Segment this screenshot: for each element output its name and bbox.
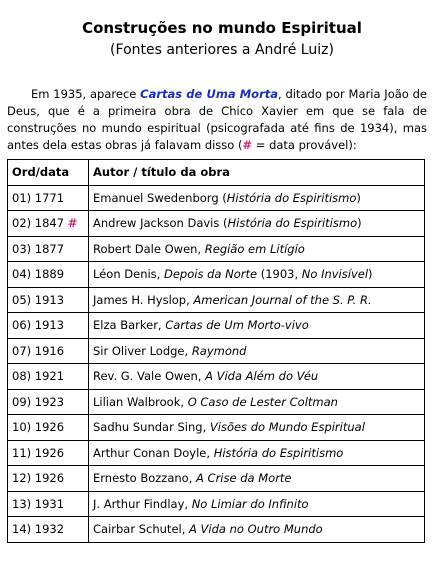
cell-author-work <box>89 491 425 517</box>
work-title: História do Espiritismo <box>213 445 344 460</box>
cell-ord-data <box>8 364 89 390</box>
works-table <box>7 159 425 543</box>
page-title: Construções no mundo Espiritual <box>82 19 362 37</box>
intro-text-2: , ditado por Maria João de Deus, que é a primeira obra de Chico Xavier em que se fala de construções no mundo espiritual (psicografada até fins de 1934), mas antes dela estas obras já falavam disso ( <box>7 87 427 152</box>
cell-author-work <box>89 338 425 364</box>
page-subtitle: (Fontes anteriores a André Luiz) <box>110 42 334 58</box>
work-title: O Caso de Lester Coltman <box>187 394 338 409</box>
work-title: A Vida no Outro Mundo <box>189 522 323 537</box>
work-title: Depois da Norte <box>163 267 258 282</box>
cell-author-work <box>89 287 425 313</box>
cell-author-work <box>89 262 425 288</box>
cell-author-work <box>89 517 425 543</box>
cell-author-work <box>89 415 425 441</box>
ord-text: 08) 1921 <box>12 369 65 384</box>
table-row <box>8 211 425 237</box>
author-text: Ernesto Bozzano, <box>93 471 197 486</box>
author-text: Arthur Conan Doyle, <box>93 445 214 460</box>
cell-ord-data <box>8 517 89 543</box>
cell-ord-data <box>8 491 89 517</box>
header-author-title: Autor / título da obra <box>89 160 425 186</box>
ord-text: 06) 1913 <box>12 318 65 333</box>
cell-ord-data <box>8 440 89 466</box>
author-text: Léon Denis, <box>93 267 164 282</box>
cell-ord-data <box>8 262 89 288</box>
author-text: Elza Barker, <box>93 318 166 333</box>
work-title: No Limiar do Infinito <box>191 496 309 511</box>
ord-text: 07) 1916 <box>12 343 65 358</box>
intro-text-1: Em 1935, aparece <box>31 87 141 101</box>
author-text: Cairbar Schutel, <box>93 522 190 537</box>
intro-text-3: = data provável): <box>252 138 357 152</box>
cell-author-work <box>89 364 425 390</box>
cell-ord-data <box>8 236 89 262</box>
ord-text: 14) 1932 <box>12 522 65 537</box>
author-text: Emanuel Swedenborg ( <box>93 190 227 205</box>
author-text: Sir Oliver Lodge, <box>93 343 192 358</box>
cell-author-work <box>89 313 425 339</box>
work-title: História do Espiritismo <box>227 216 358 231</box>
cell-ord-data <box>8 313 89 339</box>
ord-text: 04) 1889 <box>12 267 65 282</box>
table-row <box>8 338 425 364</box>
table-row <box>8 287 425 313</box>
intro-highlight-title: Cartas de Uma Morta <box>140 87 279 101</box>
header-ord-data: Ord/data <box>8 160 89 186</box>
table-row <box>8 185 425 211</box>
work-title: American Journal of the S. P. R. <box>193 292 372 307</box>
ord-text: 13) 1931 <box>12 496 65 511</box>
cell-ord-data <box>8 211 89 237</box>
work-subtitle: No Invisível <box>301 267 369 282</box>
ord-text: 11) 1926 <box>12 445 65 460</box>
cell-ord-data <box>8 287 89 313</box>
table-row <box>8 364 425 390</box>
table-row <box>8 262 425 288</box>
probable-date-mark: # <box>67 216 78 231</box>
cell-author-work <box>89 185 425 211</box>
cell-author-work <box>89 211 425 237</box>
cell-author-work <box>89 236 425 262</box>
ord-text: 03) 1877 <box>12 241 65 256</box>
table-row <box>8 517 425 543</box>
author-text: James H. Hyslop, <box>93 292 194 307</box>
cell-ord-data <box>8 466 89 492</box>
work-tail: (1903, No Invisível) <box>257 267 373 282</box>
ord-text: 12) 1926 <box>12 471 65 486</box>
work-title: Cartas de Um Morto-vivo <box>165 318 309 333</box>
cell-ord-data <box>8 389 89 415</box>
author-text: Sadhu Sundar Sing, <box>93 420 210 435</box>
work-title: A Crise da Morte <box>196 471 292 486</box>
cell-author-work <box>89 466 425 492</box>
author-text: Robert Dale Owen, <box>93 241 205 256</box>
ord-text: 09) 1923 <box>12 394 65 409</box>
ord-text: 05) 1913 <box>12 292 65 307</box>
ord-text: 10) 1926 <box>12 420 65 435</box>
cell-ord-data <box>8 415 89 441</box>
intro-hash-mark: # <box>242 138 253 152</box>
table-row <box>8 491 425 517</box>
table-header-row <box>8 160 425 186</box>
author-text: Rev. G. Vale Owen, <box>93 369 206 384</box>
table-row <box>8 415 425 441</box>
cell-author-work <box>89 389 425 415</box>
ord-text: 01) 1771 <box>12 190 65 205</box>
work-title: Raymond <box>191 343 247 358</box>
table-row <box>8 389 425 415</box>
table-row <box>8 440 425 466</box>
author-text: Lilian Walbrook, <box>93 394 188 409</box>
work-title: Visões do Mundo Espiritual <box>209 420 365 435</box>
work-title: A Vida Além do Véu <box>205 369 319 384</box>
work-tail: ) <box>357 216 362 231</box>
work-tail: ) <box>356 190 361 205</box>
table-row <box>8 236 425 262</box>
ord-text: 02) 1847 <box>12 216 65 231</box>
author-text: J. Arthur Findlay, <box>93 496 192 511</box>
cell-author-work <box>89 440 425 466</box>
author-text: Andrew Jackson Davis ( <box>93 216 228 231</box>
work-title: História do Espiritismo <box>226 190 357 205</box>
work-title: Região em Litígio <box>204 241 305 256</box>
table-row <box>8 313 425 339</box>
cell-ord-data <box>8 185 89 211</box>
table-row <box>8 466 425 492</box>
intro-paragraph <box>7 86 427 154</box>
cell-ord-data <box>8 338 89 364</box>
